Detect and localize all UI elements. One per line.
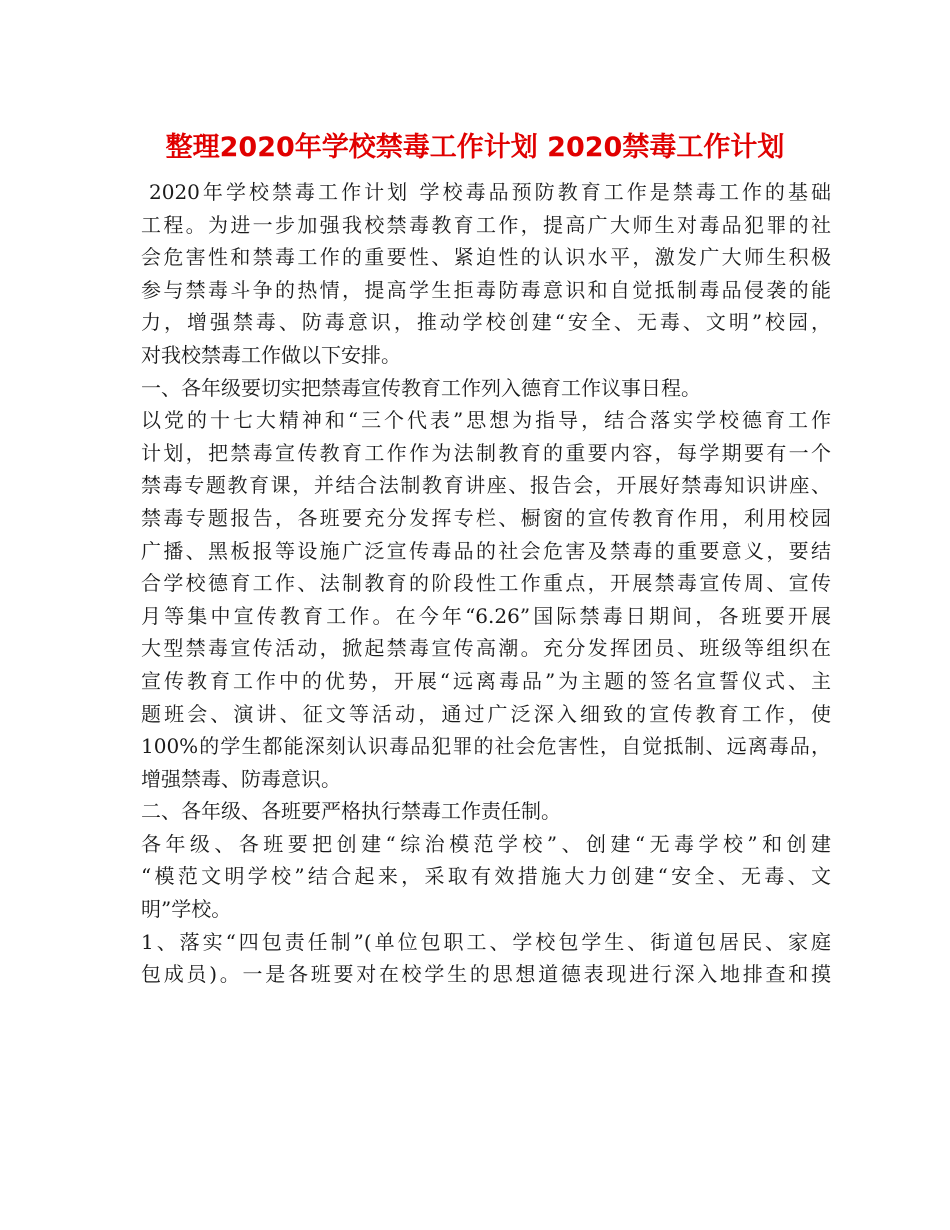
document-title: 整理2020年学校禁毒工作计划 2020禁毒工作计划 bbox=[165, 132, 785, 163]
body-text-line: 二、各年级、各班要严格执行禁毒工作责任制。 bbox=[141, 799, 561, 824]
body-text-line: 会危害性和禁毒工作的重要性、紧迫性的认识水平，激发广大师生积极 bbox=[141, 245, 831, 270]
body-text-line: 禁毒专题报告，各班要充分发挥专栏、橱窗的宣传教育作用，利用校园 bbox=[141, 505, 831, 530]
body-text-line: 力，增强禁毒、防毒意识，推动学校创建“安全、无毒、文明”校园， bbox=[141, 310, 831, 335]
body-text-line: 广播、黑板报等设施广泛宣传毒品的社会危害及禁毒的重要意义，要结 bbox=[141, 538, 831, 563]
body-text-line: 禁毒专题教育课，并结合法制教育讲座、报告会，开展好禁毒知识讲座、 bbox=[141, 473, 831, 498]
body-text-line: 工程。为进一步加强我校禁毒教育工作，提高广大师生对毒品犯罪的社 bbox=[141, 212, 831, 237]
document-body bbox=[141, 176, 831, 991]
body-text-line: 参与禁毒斗争的热情，提高学生拒毒防毒意识和自觉抵制毒品侵袭的能 bbox=[141, 277, 831, 302]
body-text-line: 合学校德育工作、法制教育的阶段性工作重点，开展禁毒宣传周、宣传 bbox=[141, 571, 831, 596]
body-text-line: 对我校禁毒工作做以下安排。 bbox=[141, 342, 401, 367]
body-text-line: 2020年学校禁毒工作计划 学校毒品预防教育工作是禁毒工作的基础 bbox=[149, 180, 831, 204]
body-text-line: 月等集中宣传教育工作。在今年“6.26”国际禁毒日期间，各班要开展 bbox=[141, 603, 831, 628]
body-text-line: 题班会、演讲、征文等活动，通过广泛深入细致的宣传教育工作，使 bbox=[141, 701, 831, 726]
body-text-line: 以党的十七大精神和“三个代表”思想为指导，结合落实学校德育工作 bbox=[141, 408, 831, 433]
body-text-line: 大型禁毒宣传活动，掀起禁毒宣传高潮。充分发挥团员、班级等组织在 bbox=[141, 636, 831, 661]
body-text-line: 包成员)。一是各班要对在校学生的思想道德表现进行深入地排查和摸 bbox=[141, 962, 831, 987]
body-text-line: 增强禁毒、防毒意识。 bbox=[141, 766, 341, 791]
body-text-line: 一、各年级要切实把禁毒宣传教育工作列入德育工作议事日程。 bbox=[141, 375, 701, 400]
body-text-line: 各年级、各班要把创建“综治模范学校”、创建“无毒学校”和创建 bbox=[141, 831, 831, 856]
body-text-line: 计划，把禁毒宣传教育工作作为法制教育的重要内容，每学期要有一个 bbox=[141, 440, 831, 465]
body-text-line: “模范文明学校”结合起来，采取有效措施大力创建“安全、无毒、文 bbox=[141, 864, 831, 889]
body-text-line: 宣传教育工作中的优势，开展“远离毒品”为主题的签名宣誓仪式、主 bbox=[141, 668, 831, 693]
body-text-line: 明”学校。 bbox=[141, 897, 232, 922]
body-text-line: 1、落实“四包责任制”(单位包职工、学校包学生、街道包居民、家庭 bbox=[141, 929, 831, 954]
body-text-line: 100%的学生都能深刻认识毒品犯罪的社会危害性，自觉抵制、远离毒品， bbox=[141, 734, 831, 759]
